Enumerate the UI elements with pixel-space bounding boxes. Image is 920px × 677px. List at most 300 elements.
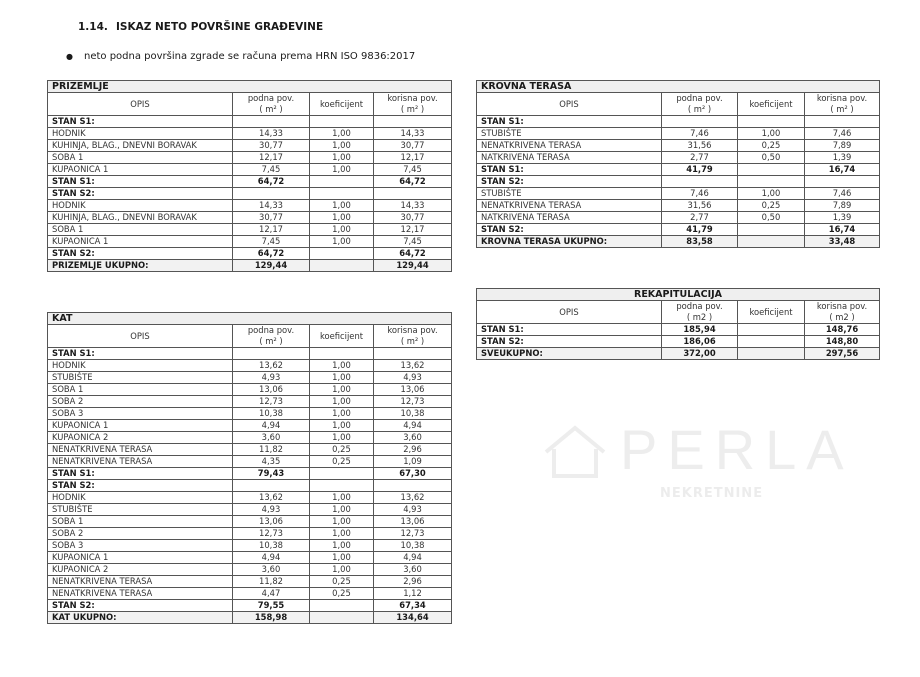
row-koeficijent: 1,00 (310, 384, 374, 396)
table-row (48, 552, 452, 564)
total-korisna: 67,30 (374, 468, 452, 480)
group-label: STAN S2: (48, 480, 233, 492)
korisna-unit: ( m² ) (830, 104, 854, 114)
row-korisna: 7,46 (805, 188, 880, 200)
table-row (477, 152, 880, 164)
section-heading (78, 20, 323, 34)
table-row (48, 540, 452, 552)
total-opis: STAN S2: (48, 600, 233, 612)
table-row (48, 564, 452, 576)
row-koeficijent: 1,00 (310, 140, 374, 152)
row-podna: 12,73 (233, 528, 310, 540)
column-header-koeficijent: koeficijent (310, 325, 374, 348)
total-koeficijent (738, 336, 805, 348)
row-opis: HODNIK (48, 492, 233, 504)
korisna-label: korisna pov. (816, 93, 868, 103)
column-header-podna (662, 93, 738, 116)
total-opis: STAN S1: (477, 324, 662, 336)
row-opis: STUBIŠTE (477, 188, 662, 200)
row-opis: NENATKRIVENA TERASA (48, 576, 233, 588)
row-koeficijent: 1,00 (738, 188, 805, 200)
table-row (48, 360, 452, 372)
group-empty (662, 116, 738, 128)
row-podna: 4,47 (233, 588, 310, 600)
column-header-row (48, 325, 452, 348)
row-podna: 3,60 (233, 564, 310, 576)
total-podna: 83,58 (662, 236, 738, 248)
row-podna: 11,82 (233, 576, 310, 588)
total-koeficijent (738, 236, 805, 248)
watermark-subtitle: NEKRETNINE (660, 486, 764, 501)
group-empty (233, 348, 310, 360)
row-podna: 14,33 (233, 128, 310, 140)
row-korisna: 13,06 (374, 516, 452, 528)
column-header-podna (233, 325, 310, 348)
table-row (48, 444, 452, 456)
grand-total-row (477, 236, 880, 248)
row-podna: 10,38 (233, 408, 310, 420)
row-koeficijent: 1,00 (310, 504, 374, 516)
row-koeficijent: 1,00 (310, 372, 374, 384)
table-kat (47, 312, 452, 624)
row-opis: SOBA 2 (48, 528, 233, 540)
total-podna: 41,79 (662, 224, 738, 236)
table-row (48, 528, 452, 540)
table-title: KROVNA TERASA (477, 81, 880, 93)
table-row (477, 128, 880, 140)
table-row (48, 152, 452, 164)
row-podna: 13,62 (233, 360, 310, 372)
row-koeficijent: 1,00 (310, 420, 374, 432)
row-koeficijent: 1,00 (310, 236, 374, 248)
row-opis: STUBIŠTE (48, 372, 233, 384)
row-korisna: 2,96 (374, 576, 452, 588)
row-podna: 4,35 (233, 456, 310, 468)
row-opis: NENATKRIVENA TERASA (477, 140, 662, 152)
row-korisna: 12,17 (374, 152, 452, 164)
row-korisna: 12,73 (374, 396, 452, 408)
row-opis: STUBIŠTE (477, 128, 662, 140)
row-korisna: 1,12 (374, 588, 452, 600)
row-korisna: 7,45 (374, 164, 452, 176)
subtotal-row (48, 248, 452, 260)
row-podna: 2,77 (662, 152, 738, 164)
group-label: STAN S2: (48, 188, 233, 200)
column-header-podna (233, 93, 310, 116)
row-opis: KUPAONICA 2 (48, 564, 233, 576)
row-opis: HODNIK (48, 128, 233, 140)
row-korisna: 3,60 (374, 432, 452, 444)
column-header-podna (662, 301, 738, 324)
apartment-group-row (477, 116, 880, 128)
row-opis: SOBA 2 (48, 396, 233, 408)
table-row (48, 212, 452, 224)
row-koeficijent: 1,00 (310, 408, 374, 420)
row-koeficijent: 1,00 (310, 164, 374, 176)
row-korisna: 12,73 (374, 528, 452, 540)
column-header-opis: OPIS (48, 93, 233, 116)
row-koeficijent: 0,50 (738, 212, 805, 224)
podna-unit: ( m2 ) (686, 312, 713, 322)
row-opis: NATKRIVENA TERASA (477, 152, 662, 164)
row-korisna: 12,17 (374, 224, 452, 236)
table-row (477, 200, 880, 212)
row-koeficijent: 0,50 (738, 152, 805, 164)
column-header-korisna (374, 93, 452, 116)
column-header-korisna (805, 93, 880, 116)
row-podna: 3,60 (233, 432, 310, 444)
group-empty (233, 188, 310, 200)
row-koeficijent: 1,00 (310, 516, 374, 528)
note-bullet (66, 50, 415, 64)
grand-total-row (48, 260, 452, 272)
row-korisna: 1,39 (805, 212, 880, 224)
podna-unit: ( m² ) (259, 336, 283, 346)
table-krovna-terasa (476, 80, 880, 248)
total-korisna: 67,34 (374, 600, 452, 612)
row-podna: 4,93 (233, 504, 310, 516)
row-podna: 7,46 (662, 188, 738, 200)
total-koeficijent (310, 600, 374, 612)
group-empty (738, 116, 805, 128)
row-podna: 7,46 (662, 128, 738, 140)
table-title: KAT (48, 313, 452, 325)
note-text: neto podna površina zgrade se računa prema HRN ISO 9836:2017 (84, 51, 416, 62)
row-podna: 4,93 (233, 372, 310, 384)
column-header-korisna (374, 325, 452, 348)
table-row (477, 212, 880, 224)
total-koeficijent (738, 324, 805, 336)
total-podna: 64,72 (233, 176, 310, 188)
row-koeficijent: 1,00 (310, 492, 374, 504)
total-korisna: 129,44 (374, 260, 452, 272)
column-header-row (477, 301, 880, 324)
group-empty (805, 176, 880, 188)
total-opis: SVEUKUPNO: (477, 348, 662, 360)
row-podna: 12,17 (233, 152, 310, 164)
group-empty (374, 480, 452, 492)
table-row (48, 384, 452, 396)
total-koeficijent (738, 164, 805, 176)
total-korisna: 64,72 (374, 248, 452, 260)
table-row (48, 236, 452, 248)
group-empty (738, 176, 805, 188)
table-row (48, 128, 452, 140)
grand-total-row (477, 348, 880, 360)
row-podna: 4,94 (233, 552, 310, 564)
column-header-row (48, 93, 452, 116)
group-empty (374, 116, 452, 128)
row-korisna: 7,45 (374, 236, 452, 248)
total-podna: 186,06 (662, 336, 738, 348)
group-empty (310, 348, 374, 360)
group-empty (233, 116, 310, 128)
total-opis: KAT UKUPNO: (48, 612, 233, 624)
row-korisna: 3,60 (374, 564, 452, 576)
total-koeficijent (310, 176, 374, 188)
group-label: STAN S1: (48, 116, 233, 128)
total-opis: STAN S2: (477, 224, 662, 236)
row-korisna: 14,33 (374, 200, 452, 212)
subtotal-row (48, 600, 452, 612)
row-korisna: 30,77 (374, 212, 452, 224)
subtotal-row (477, 224, 880, 236)
table-row (48, 456, 452, 468)
table-row (48, 224, 452, 236)
group-empty (310, 188, 374, 200)
row-korisna: 10,38 (374, 540, 452, 552)
row-opis: SOBA 3 (48, 540, 233, 552)
column-header-opis: OPIS (48, 325, 233, 348)
total-podna: 64,72 (233, 248, 310, 260)
table-row (48, 432, 452, 444)
group-empty (374, 348, 452, 360)
row-koeficijent: 0,25 (310, 576, 374, 588)
total-koeficijent (310, 612, 374, 624)
podna-label: podna pov. (676, 93, 723, 103)
row-podna: 31,56 (662, 140, 738, 152)
row-podna: 4,94 (233, 420, 310, 432)
table-title-row (48, 81, 452, 93)
total-podna: 185,94 (662, 324, 738, 336)
row-podna: 7,45 (233, 236, 310, 248)
row-opis: SOBA 1 (48, 516, 233, 528)
row-koeficijent: 1,00 (310, 528, 374, 540)
apartment-group-row (48, 116, 452, 128)
row-korisna: 7,89 (805, 140, 880, 152)
row-korisna: 13,06 (374, 384, 452, 396)
table-row (48, 200, 452, 212)
row-opis: STUBIŠTE (48, 504, 233, 516)
column-header-opis: OPIS (477, 93, 662, 116)
row-korisna: 2,96 (374, 444, 452, 456)
row-koeficijent: 1,00 (310, 212, 374, 224)
row-korisna: 4,93 (374, 372, 452, 384)
group-empty (233, 480, 310, 492)
table-row (48, 164, 452, 176)
row-korisna: 13,62 (374, 360, 452, 372)
table-row (48, 492, 452, 504)
row-podna: 30,77 (233, 140, 310, 152)
korisna-label: korisna pov. (387, 325, 438, 335)
group-empty (662, 176, 738, 188)
row-koeficijent: 1,00 (738, 128, 805, 140)
row-korisna: 10,38 (374, 408, 452, 420)
total-koeficijent (738, 348, 805, 360)
apartment-group-row (48, 348, 452, 360)
row-korisna: 30,77 (374, 140, 452, 152)
row-koeficijent: 1,00 (310, 540, 374, 552)
row-opis: NENATKRIVENA TERASA (477, 200, 662, 212)
column-header-koeficijent: koeficijent (738, 93, 805, 116)
row-korisna: 1,09 (374, 456, 452, 468)
row-koeficijent: 1,00 (310, 396, 374, 408)
total-podna: 79,55 (233, 600, 310, 612)
bullet-icon: ● (66, 52, 73, 61)
table-row (48, 420, 452, 432)
column-header-row (477, 93, 880, 116)
row-koeficijent: 1,00 (310, 128, 374, 140)
table-row (48, 372, 452, 384)
total-podna: 158,98 (233, 612, 310, 624)
korisna-label: korisna pov. (816, 301, 868, 311)
row-korisna: 7,46 (805, 128, 880, 140)
total-korisna: 148,80 (805, 336, 880, 348)
row-opis: HODNIK (48, 360, 233, 372)
total-podna: 129,44 (233, 260, 310, 272)
table-row (48, 504, 452, 516)
row-podna: 10,38 (233, 540, 310, 552)
row-opis: HODNIK (48, 200, 233, 212)
total-opis: STAN S2: (48, 248, 233, 260)
row-korisna: 7,89 (805, 200, 880, 212)
row-korisna: 4,93 (374, 504, 452, 516)
total-korisna: 297,56 (805, 348, 880, 360)
row-korisna: 1,39 (805, 152, 880, 164)
total-opis: STAN S1: (477, 164, 662, 176)
summary-row (477, 324, 880, 336)
column-header-korisna (805, 301, 880, 324)
row-koeficijent: 1,00 (310, 360, 374, 372)
row-korisna: 14,33 (374, 128, 452, 140)
total-korisna: 16,74 (805, 164, 880, 176)
total-opis: KROVNA TERASA UKUPNO: (477, 236, 662, 248)
row-opis: KUHINJA, BLAG., DNEVNI BORAVAK (48, 212, 233, 224)
column-header-opis: OPIS (477, 301, 662, 324)
table-row (48, 140, 452, 152)
table-rekapitulacija (476, 288, 880, 360)
subtotal-row (477, 164, 880, 176)
table-title-row (477, 289, 880, 301)
table-title-row (477, 81, 880, 93)
group-label: STAN S1: (477, 116, 662, 128)
apartment-group-row (48, 480, 452, 492)
total-podna: 41,79 (662, 164, 738, 176)
row-koeficijent: 0,25 (738, 200, 805, 212)
total-podna: 79,43 (233, 468, 310, 480)
watermark-logo: PERLA (620, 418, 854, 481)
total-opis: PRIZEMLJE UKUPNO: (48, 260, 233, 272)
row-koeficijent: 1,00 (310, 224, 374, 236)
table-prizemlje (47, 80, 452, 272)
row-podna: 14,33 (233, 200, 310, 212)
row-opis: NENATKRIVENA TERASA (48, 588, 233, 600)
total-koeficijent (310, 248, 374, 260)
korisna-unit: ( m2 ) (829, 312, 855, 322)
row-opis: NENATKRIVENA TERASA (48, 456, 233, 468)
table-title: REKAPITULACIJA (477, 289, 880, 301)
table-row (477, 140, 880, 152)
table-row (48, 408, 452, 420)
row-korisna: 4,94 (374, 420, 452, 432)
row-koeficijent: 1,00 (310, 552, 374, 564)
row-opis: SOBA 1 (48, 152, 233, 164)
row-opis: NENATKRIVENA TERASA (48, 444, 233, 456)
apartment-group-row (477, 176, 880, 188)
row-podna: 13,62 (233, 492, 310, 504)
group-label: STAN S2: (477, 176, 662, 188)
row-opis: SOBA 1 (48, 224, 233, 236)
row-podna: 11,82 (233, 444, 310, 456)
total-podna: 372,00 (662, 348, 738, 360)
korisna-label: korisna pov. (387, 93, 438, 103)
total-korisna: 33,48 (805, 236, 880, 248)
row-koeficijent: 0,25 (310, 444, 374, 456)
section-number: 1.14. (78, 21, 108, 33)
total-koeficijent (738, 224, 805, 236)
row-podna: 12,17 (233, 224, 310, 236)
group-empty (374, 188, 452, 200)
total-opis: STAN S1: (48, 468, 233, 480)
row-podna: 2,77 (662, 212, 738, 224)
group-empty (310, 116, 374, 128)
row-koeficijent: 0,25 (310, 588, 374, 600)
podna-label: podna pov. (247, 325, 295, 335)
row-opis: KUPAONICA 2 (48, 432, 233, 444)
row-podna: 30,77 (233, 212, 310, 224)
row-podna: 13,06 (233, 384, 310, 396)
podna-unit: ( m² ) (259, 104, 283, 114)
row-podna: 7,45 (233, 164, 310, 176)
row-podna: 13,06 (233, 516, 310, 528)
table-row (477, 188, 880, 200)
row-korisna: 4,94 (374, 552, 452, 564)
row-podna: 31,56 (662, 200, 738, 212)
row-opis: KUPAONICA 1 (48, 552, 233, 564)
total-opis: STAN S1: (48, 176, 233, 188)
row-koeficijent: 1,00 (310, 152, 374, 164)
total-korisna: 16,74 (805, 224, 880, 236)
total-koeficijent (310, 468, 374, 480)
podna-unit: ( m² ) (687, 104, 712, 114)
row-koeficijent: 0,25 (310, 456, 374, 468)
korisna-unit: ( m² ) (400, 336, 425, 346)
total-korisna: 134,64 (374, 612, 452, 624)
row-koeficijent: 1,00 (310, 200, 374, 212)
subtotal-row (48, 468, 452, 480)
podna-label: podna pov. (247, 93, 295, 103)
section-title: ISKAZ NETO POVRŠINE GRAĐEVINE (116, 21, 324, 33)
table-row (48, 576, 452, 588)
group-empty (310, 480, 374, 492)
row-koeficijent: 0,25 (738, 140, 805, 152)
podna-label: podna pov. (676, 301, 723, 311)
table-row (48, 396, 452, 408)
column-header-koeficijent: koeficijent (310, 93, 374, 116)
row-opis: SOBA 1 (48, 384, 233, 396)
column-header-koeficijent: koeficijent (738, 301, 805, 324)
table-title-row (48, 313, 452, 325)
table-title: PRIZEMLJE (48, 81, 452, 93)
row-korisna: 13,62 (374, 492, 452, 504)
summary-row (477, 336, 880, 348)
row-opis: KUPAONICA 1 (48, 236, 233, 248)
group-label: STAN S1: (48, 348, 233, 360)
row-opis: SOBA 3 (48, 408, 233, 420)
group-empty (805, 116, 880, 128)
total-korisna: 148,76 (805, 324, 880, 336)
table-row (48, 588, 452, 600)
row-opis: KUHINJA, BLAG., DNEVNI BORAVAK (48, 140, 233, 152)
apartment-group-row (48, 188, 452, 200)
total-korisna: 64,72 (374, 176, 452, 188)
total-koeficijent (310, 260, 374, 272)
row-opis: KUPAONICA 1 (48, 164, 233, 176)
row-podna: 12,73 (233, 396, 310, 408)
grand-total-row (48, 612, 452, 624)
row-koeficijent: 1,00 (310, 432, 374, 444)
watermark-house-icon (540, 420, 610, 480)
